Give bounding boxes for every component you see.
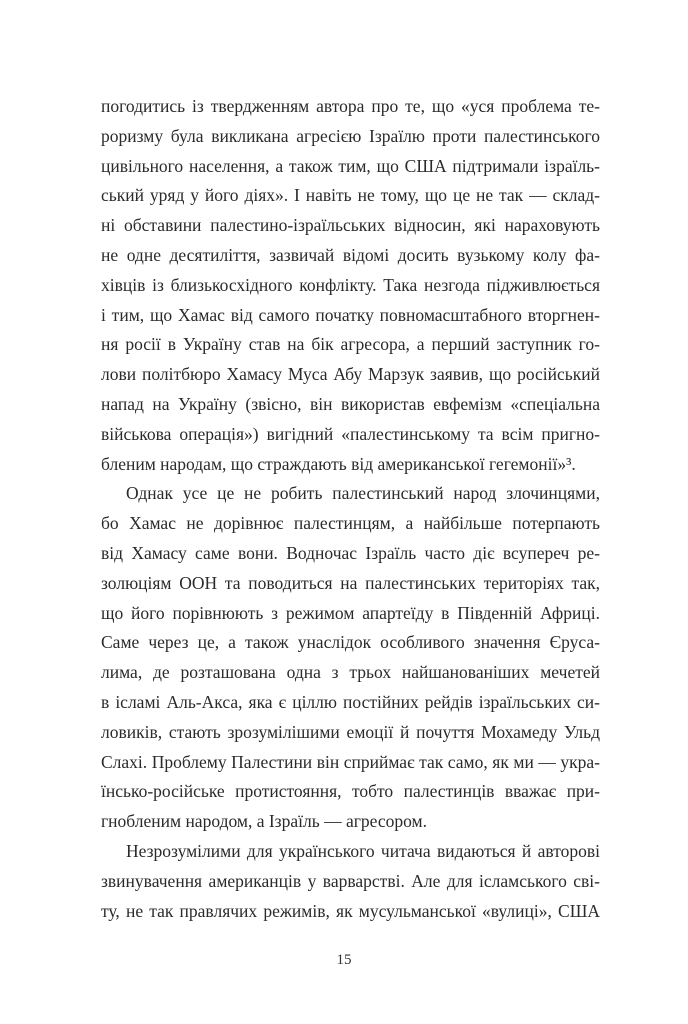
- page-number: 15: [336, 952, 352, 968]
- text-line: ні обставини палестино-ізраїльських відносин, які нараховують: [101, 215, 600, 236]
- text-line: бо Хамас не дорівнює палестинцям, а найбільше потерпають: [101, 513, 600, 534]
- text-line: погодитись із твердженням автора про те, що «уся проблема те-: [101, 96, 600, 116]
- body-text: [101, 92, 600, 926]
- text-line: звинувачення американців у варварстві. Але для ісламського сві-: [101, 870, 600, 891]
- text-line: роризму була викликана агресією Ізраїлю проти палестинського: [101, 125, 600, 146]
- text-line: бленим народам, що страждають від американської гегемонії»³.: [101, 453, 576, 474]
- text-line: золюціям ООН та поводиться на палестинських територіях так,: [101, 572, 600, 593]
- paragraph: [101, 92, 600, 479]
- text-line: Саме через це, а також унаслідок особливого значення Єруса-: [101, 632, 600, 653]
- text-line: і тим, що Хамас від самого початку повномасштабного вторгнен-: [101, 304, 600, 325]
- text-line: цивільного населення, а також тим, що США підтримали ізраїль-: [101, 155, 600, 176]
- text-line: напад на Україну (звісно, він використав евфемізм «спеціальна: [101, 393, 600, 414]
- text-line: Слахі. Проблему Палестини він сприймає так само, як ми — укра-: [101, 751, 600, 772]
- paragraph: [101, 479, 600, 837]
- text-line: військова операція») вигідний «палестинському та всім пригно-: [101, 423, 600, 444]
- text-line: ня росії в Україну став на бік агресора, а перший заступник го-: [101, 334, 600, 355]
- text-line: від Хамасу саме вони. Водночас Ізраїль часто діє всупереч ре-: [101, 542, 600, 563]
- text-line: Однак усе це не робить палестинський народ злочинцями,: [126, 483, 600, 504]
- text-line: в ісламі Аль-Акса, яка є ціллю постійних рейдів ізраїльських си-: [101, 691, 600, 712]
- text-line: хівців із близькосхідного конфлікту. Така незгода підживлюється: [101, 274, 600, 295]
- paragraph: [101, 837, 600, 926]
- text-line: що його порівнюють з режимом апартеїду в Південній Африці.: [101, 602, 600, 623]
- text-line: лима, де розташована одна з трьох найшанованіших мечетей: [101, 662, 600, 683]
- text-line: лови політбюро Хамасу Муса Абу Марзук заявив, що російський: [101, 364, 600, 385]
- text-line: ський уряд у його діях». І навіть не тому, що це не так — склад-: [101, 185, 600, 206]
- text-line: ловиків, стають зрозумілішими емоції й почуття Мохамеду Ульд: [101, 721, 600, 742]
- text-line: ту, не так правлячих режимів, як мусульманської «вулиці», США: [101, 900, 600, 921]
- text-line: Незрозумілими для українського читача видаються й авторові: [126, 840, 600, 861]
- text-line: гнобленим народом, а Ізраїль — агресором.: [101, 811, 427, 832]
- text-line: їнсько-російське протистояння, тобто палестинців вважає при-: [101, 781, 600, 802]
- text-line: не одне десятиліття, зазвичай відомі досить вузькому колу фа-: [101, 244, 600, 265]
